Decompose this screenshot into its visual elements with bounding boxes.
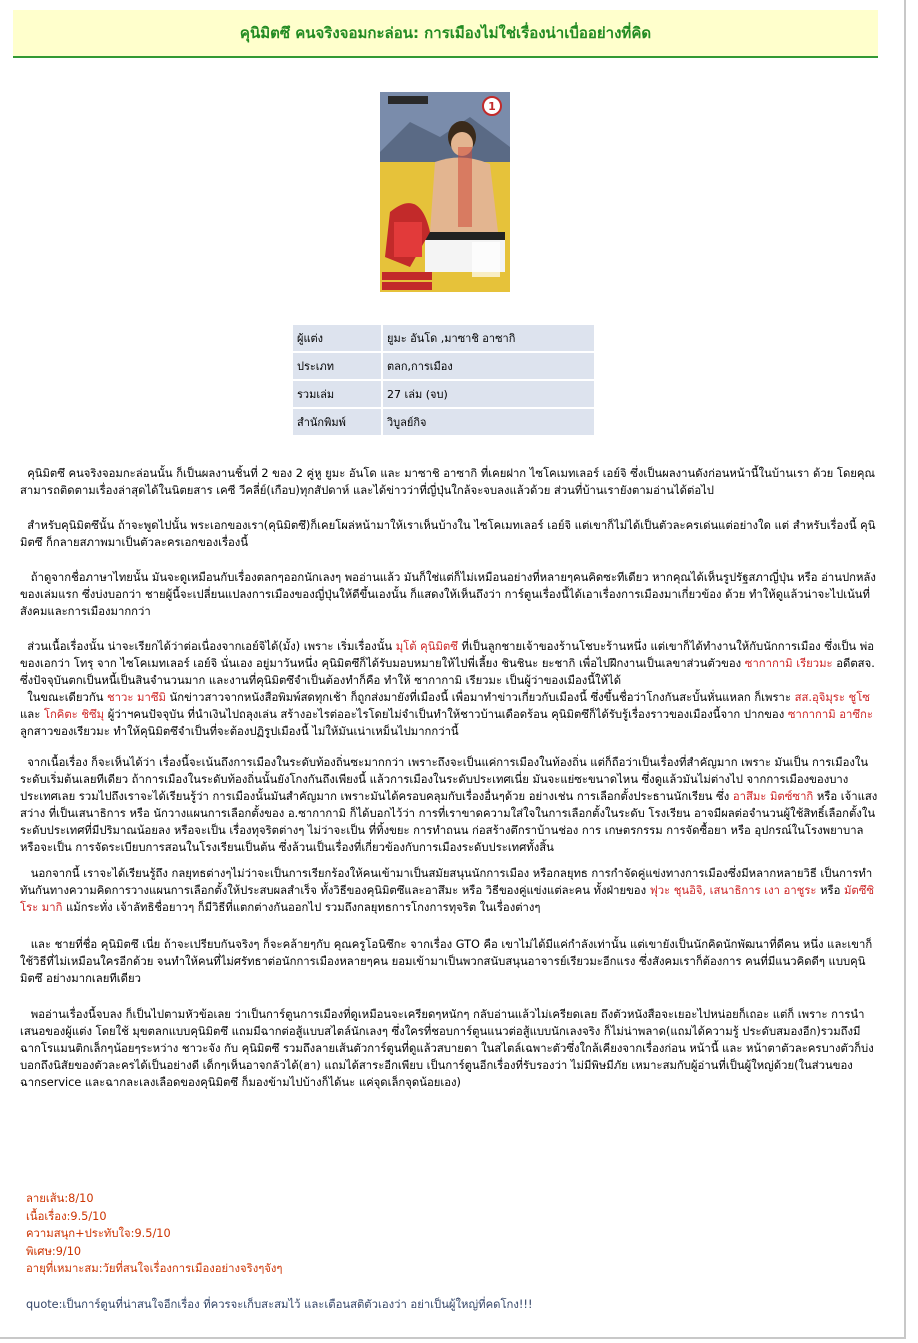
paragraph-text: หรือ bbox=[820, 884, 841, 897]
paragraph-text: คุนิมิตซึ คนจริงจอมกะล่อนนั้น ก็เป็นผลงานชิ้นที่ 2 ของ 2 คู่หู ยูมะ อันโด และ มาซาชิ อาซากิ ที่เคยฝาก ไซโคเมทเลอร์ เอย์จิ ซึ่งเป็นผลงานดังก่อนหน้านี้ในบ้านเรา ด้วย โดยคุณสามารถติดตามเรื่องล่าสุดได้ในนิตยสาร เคซี วีคลี่ย์(เกือบ)ทุกสัปดาห์ และได้ข่าวว่าที่ญี่ปุ่นใกล้จะจบลงแล้วด้วย ส่วนที่บ้านเรายังตามอ่านได้ต่อไป bbox=[20, 467, 875, 497]
paragraph-1 bbox=[20, 465, 880, 499]
volume-number: 1 bbox=[488, 100, 496, 113]
score-story: เนื้อเรื่อง:9.5/10 bbox=[26, 1209, 107, 1223]
paragraph-3 bbox=[20, 569, 880, 620]
info-value: ยูมะ อันโด ,มาซาชิ อาซากิ bbox=[381, 325, 594, 353]
paragraph-text: นักข่าวสาวจากหนังสือพิมพ์สดทุกเช้า ก็ถูกส่งมายังที่เมืองนี้ เพื่อมาทำข่าวเกี่ยวกับเมืองนี้ ซึ่งขึ้นชื่อว่าโกงกันสะบั้นหั่นแหลก ก็เพราะ bbox=[169, 691, 791, 704]
paragraph-text: ผู้ว่าฯคนปัจจุบัน ที่นำเงินไปถลุงเล่น สร้างอะไรต่ออะไรโดยไม่จำเป็นทำให้ชาวบ้านเดือดร้อน คุนิมิตซึก็ได้รับรู้เรื่องราวของเมืองนี้จาก ปากของ bbox=[107, 708, 785, 721]
paragraph-text: และ ชายที่ชื่อ คุนิมิตซึ เนี่ย ถ้าจะเปรียบกันจริงๆ ก็จะคล้ายๆกับ คุณครูโอนิซึกะ จากเรื่อง GTO คือ เขาไม่ได้มีแค่กำลังเท่านั้น แต่เขายังเป็นนักคิดนักพัฒนาที่ดีคน หนึ่ง และเขาก็ใช้วิธีที่ไม่เหมือนใครอีกด้วย จนทำให้คนที่ไม่ศรัทธาต่อนักการเมืองหลายๆคน ยอมเข้ามาเป็นพวกสนับสนุนอาจารย์เรียวมะอีกแรง ซึ่งสังคมเราก็ต้องการ คนที่มีแนวคิดดีๆ แบบคุนิมิตซึ อย่างมากเลยทีเดียว bbox=[20, 938, 873, 985]
paragraph-text: ส่วนเนื้อเรื่องนั้น น่าจะเรียกได้ว่าต่อเนื่องจากเอย์จิได้(มั้ง) เพราะ เริ่มเรื่องนั้น bbox=[27, 640, 393, 653]
character-name: มุโต้ คุนิมิตซึ bbox=[395, 640, 458, 653]
character-name: โกคิตะ ชิซึมุ bbox=[43, 708, 105, 721]
info-row-volumes bbox=[293, 381, 594, 409]
paragraph-text: แม้กระทั่ง เจ้าลัทธิชื่อยาวๆ ก็มีวิธีที่แตกต่างกันออกไป รวมถึงกลยุทธการโกงการทุจริต ในเรื่องต่างๆ bbox=[66, 901, 541, 914]
paragraph-5 bbox=[20, 754, 880, 856]
info-value: ตลก,การเมือง bbox=[381, 353, 594, 381]
paragraph-text: ในขณะเดียวกัน bbox=[27, 691, 104, 704]
character-name: ซากากามิ อาซึกะ bbox=[787, 708, 873, 721]
character-name: ฟุวะ ชุนอิจิ, เสนาธิการ เงา อาชูระ bbox=[649, 884, 817, 897]
manga-cover-image bbox=[380, 92, 510, 292]
paragraph-text: ถ้าดูจากชื่อภาษาไทยนั้น มันจะดูเหมือนกับเรื่องตลกๆออกนักเลงๆ พออ่านแล้ว มันก็ใช่แต่ก็ไม่เหมือนอย่างที่หลายๆคนคิดซะทีเดียว หากคุณได้เห็นรูปรัฐสภาญี่ปุ่น หรือ อ่านปกหลังของเล่มแรก ซึ่งบ่งบอกว่า ชายผู้นี้จะเปลี่ยนแปลงการเมืองของญี่ปุ่นให้ดีขึ้นเองนั้น ก็แสดงให้เห็นถึงว่า การ์ตูนเรื่องนี้ได้เอาเรื่องการเมืองมาเกี่ยวข้อง ด้วย ทำให้ดูแล้วน่าจะไปเน้นที่สังคมและการเมืองมากกว่า bbox=[20, 571, 876, 618]
character-name: ชาวะ มาซึมิ bbox=[107, 691, 166, 704]
paragraph-text: สำหรับคุนิมิตซึนั้น ถ้าจะพูดไปนั้น พระเอกของเรา(คุนิมิตซึ)ก็เคยโผล่หน้ามาให้เราเห็นบ้างใน ไซโคเมทเลอร์ เอย์จิ แต่เขาก็ไม่ได้เป็นตัวละครเด่นแต่อย่างใด แต่ สำหรับเรื่องนี้ คุนิมิตซึ ก็กลายสภาพมาเป็นตัวละครเอกของเรื่องนี้ bbox=[20, 519, 876, 549]
info-row-author bbox=[293, 325, 594, 353]
paragraph-4 bbox=[20, 638, 880, 740]
score-art: ลายเส้น:8/10 bbox=[26, 1192, 94, 1205]
score-age: อายุที่เหมาะสม:วัยที่สนใจเรื่องการเมืองอย่างจริงๆจังๆ bbox=[26, 1262, 283, 1275]
paragraph-text: หรือ เจ้าแสงสว่าง ที่เป็นเสนาธิการ หรือ นักวางแผนการเลือกตั้งของ อ.ซากากามิ ก็ได้บอกไว้ว่า การที่เราขาดความใส่ใจในการเลือกตั้งในระดับ โรงเรียน อาจมีผลต่อจำนวนผู้ใช้สิทธิ์เลือกตั้งในระดับประเทศที่มีปริมาณน้อยลง หรือจะเป็น เรื่องทุจริตต่างๆ ไม่ว่าจะเป็น ที่ทิ้งขยะ การทำถนน ก่อสร้างตึกราบ้านช่อง การ เกษตรกรรม การจัดซื้อยา หรือ อุปกรณ์ในโรงพยาบาล หรือจะเป็น การจัดระเบียบการสอนในโรงเรียนเป็นต้น ซึ่งล้วนเป็นเรื่องที่เกี่ยวข้องกับการเมืองระดับประเทศทั้งสิ้น bbox=[20, 790, 878, 854]
info-row-genre bbox=[293, 353, 594, 381]
paragraph-8 bbox=[20, 1006, 880, 1091]
paragraph-2 bbox=[20, 517, 880, 551]
paragraph-6 bbox=[20, 865, 880, 916]
info-table bbox=[293, 325, 594, 437]
character-name: มัตซึซิโระ มากิ bbox=[20, 884, 875, 914]
score-list bbox=[26, 1190, 283, 1278]
paragraph-text: ลูกสาวของเรียวมะ ทำให้คุนิมิตซึจำเป็นที่จะต้องปฏิรูปเมืองนี้ ไม่ให้มันเน่าเหม็นไปมากกว่านี้ bbox=[20, 725, 459, 738]
paragraph-text: พออ่านเรื่องนี้จบลง ก็เป็นไปตามหัวข้อเลย ว่าเป็นการ์ตูนการเมืองที่ดูเหมือนจะเครียดๆหนักๆ กลับอ่านแล้วไม่เครียดเลย ถึงตัวหนังสือจะเยอะไปหน่อยก็เถอะ แต่ก็ เพราะ การนำเสนอของผู้แต่ง โดยใช้ มุขตลกแบบคุนิมิตซึ แถมมีฉากต่อสู้แบบสไตล์นักเลงๆ ซึ่งใครที่ชอบการ์ตูนแนวต่อสู้แบบนักเลงจริง ก็ไม่น่าพลาด(แถมได้ความรู้ ประดับสมองอีก)รวมถึงมีฉากโรแมนติกเล็กๆน้อยๆระหว่าง ชาวะจัง กับ คุนิมิตซึ รวมถึงลายเส้นตัวการ์ตูนที่ดูแล้วสบายตา ในสไตล์เฉพาะตัวซึ่งใกล้เคียงจากเรื่องก่อน หน้านี้ และ หน้าตาตัวละครบางตัวก็บ่งบอกถึงนิสัยของตัวละครได้เป็นอย่างดี เด็กๆเห็นอาจกลัวได้(ฮา) แถมได้สาระอีกเพียบ เป็นการ์ตูนอีกเรื่องที่รับรองว่า ไม่มีพิษมีภัย เหมาะสมกับผู้อ่านที่เป็นผู้ใหญ่ด้วย(ในส่วนของ ฉากservice และฉากละเลงเลือดของคุนิมิตซึ ก็มองข้ามไปบ้างก็ได้นะ แค่จุดเล็กจุดน้อยเอง) bbox=[20, 1008, 874, 1089]
character-name: สส.อุจิมุระ ชูโซ bbox=[794, 691, 870, 704]
info-label: ผู้แต่ง bbox=[293, 325, 381, 353]
character-name: อาสึมะ มิตซ์ซากิ bbox=[732, 790, 814, 803]
info-value: 27 เล่ม (จบ) bbox=[381, 381, 594, 409]
paragraph-text: อดีตสจ. ซึ่งปัจจุบันตกเป็นหนี้เป็นสินจำนวนมาก และงานที่คุนิมิตซึจำเป็นต้องทำก็คือ ทำให้ ซากากามิ เรียวมะ เป็นผู้ว่าของเมืองนี้ให้ได้ bbox=[20, 657, 875, 687]
title-banner bbox=[13, 10, 878, 58]
info-label: สำนักพิมพ์ bbox=[293, 409, 381, 437]
paragraph-text: และ bbox=[20, 708, 41, 721]
character-name: ซากากามิ เรียวมะ bbox=[744, 657, 833, 670]
review-quote: quote:เป็นการ์ตูนที่น่าสนใจอีกเรื่อง ที่ควรจะเก็บสะสมไว้ และเตือนสติตัวเองว่า อย่าเป็นผู้ใหญ่ที่คดโกง!!! bbox=[26, 1298, 533, 1311]
paragraph-text: นอกจากนี้ เราจะได้เรียนรู้ถึง กลยุทธต่างๆไม่ว่าจะเป็นการเรียกร้องให้คนเข้ามาเป็นสมัยสนุนนักการเมือง หรือกลยุทธ การกำจัดคู่แข่งทางการเมืองซึ่งมีหลากหลายวิธี เป็นการทำทันกันทางความคิดการวางแผนการเลือกตั้งให้ประสบผลสำเร็จ ทั้งวิธีของคุนิมิตซึและอาสึมะ หรือ วิธีของคู่แข่งแต่ละคน ทั้งฝ่ายของ bbox=[20, 867, 873, 897]
info-label: รวมเล่ม bbox=[293, 381, 381, 409]
info-value: วิบูลย์กิจ bbox=[381, 409, 594, 437]
page-title: คุนิมิตซึ คนจริงจอมกะล่อน: การเมืองไม่ใช่เรื่องน่าเบื่ออย่างที่คิด bbox=[239, 24, 652, 42]
paragraph-7 bbox=[20, 936, 880, 987]
score-special: พิเศษ:9/10 bbox=[26, 1244, 82, 1258]
paragraph-text: จากเนื้อเรื่อง ก็จะเห็นได้ว่า เรื่องนี้จะเน้นถึงการเมืองในระดับท้องถิ่นซะมากกว่า เพราะถึงจะเป็นแค่การเมืองในท้องถิ่น แต่ก็ถือว่าเป็นเรื่องที่สำคัญมาก เพราะ มันเป็น การเมืองในระดับเริ่มต้นเลยทีเดียว ถ้าการเมืองในระดับท้องถิ่นนั้นยังโกงกันถึงเพียงนี้ แล้วการเมืองในระดับประเทศเนี่ย มันจะแย่ซะขนาดไหน ซึ่งดูแล้วมันไม่ต่างไป จากการเมืองของบางประเทศเลย รวมไปถึงเราจะได้เรียนรู้ว่า การเมืองนั้นมันสำคัญมาก เพราะมันได้ครอบคลุมกับเรื่องอื่นๆด้วย อย่างเช่น การเลือกตั้งประธานนักเรียน ซึ่ง bbox=[20, 756, 869, 803]
info-row-publisher bbox=[293, 409, 594, 437]
paragraph-text: ที่เป็นลูกชายเจ้าของร้านโชบะร้านหนึ่ง แต่เขาก็ได้ทำงานให้กับนักการเมือง ซึ่งเป็น พ่อของเอกว่า โทรุ จาก ไซโคเมทเลอร์ เอย์จิ นั่นเอง อยู่มาวันหนึ่ง คุนิมิตซึก็ได้รับมอบหมายให้ไปพี่เลี้ยง ชินชินะ ยะชากิ เพื่อไปฝึกงานเป็นเลขาส่วนตัวของ bbox=[20, 640, 874, 670]
info-label: ประเภท bbox=[293, 353, 381, 381]
score-fun: ความสนุก+ประทับใจ:9.5/10 bbox=[26, 1227, 171, 1240]
